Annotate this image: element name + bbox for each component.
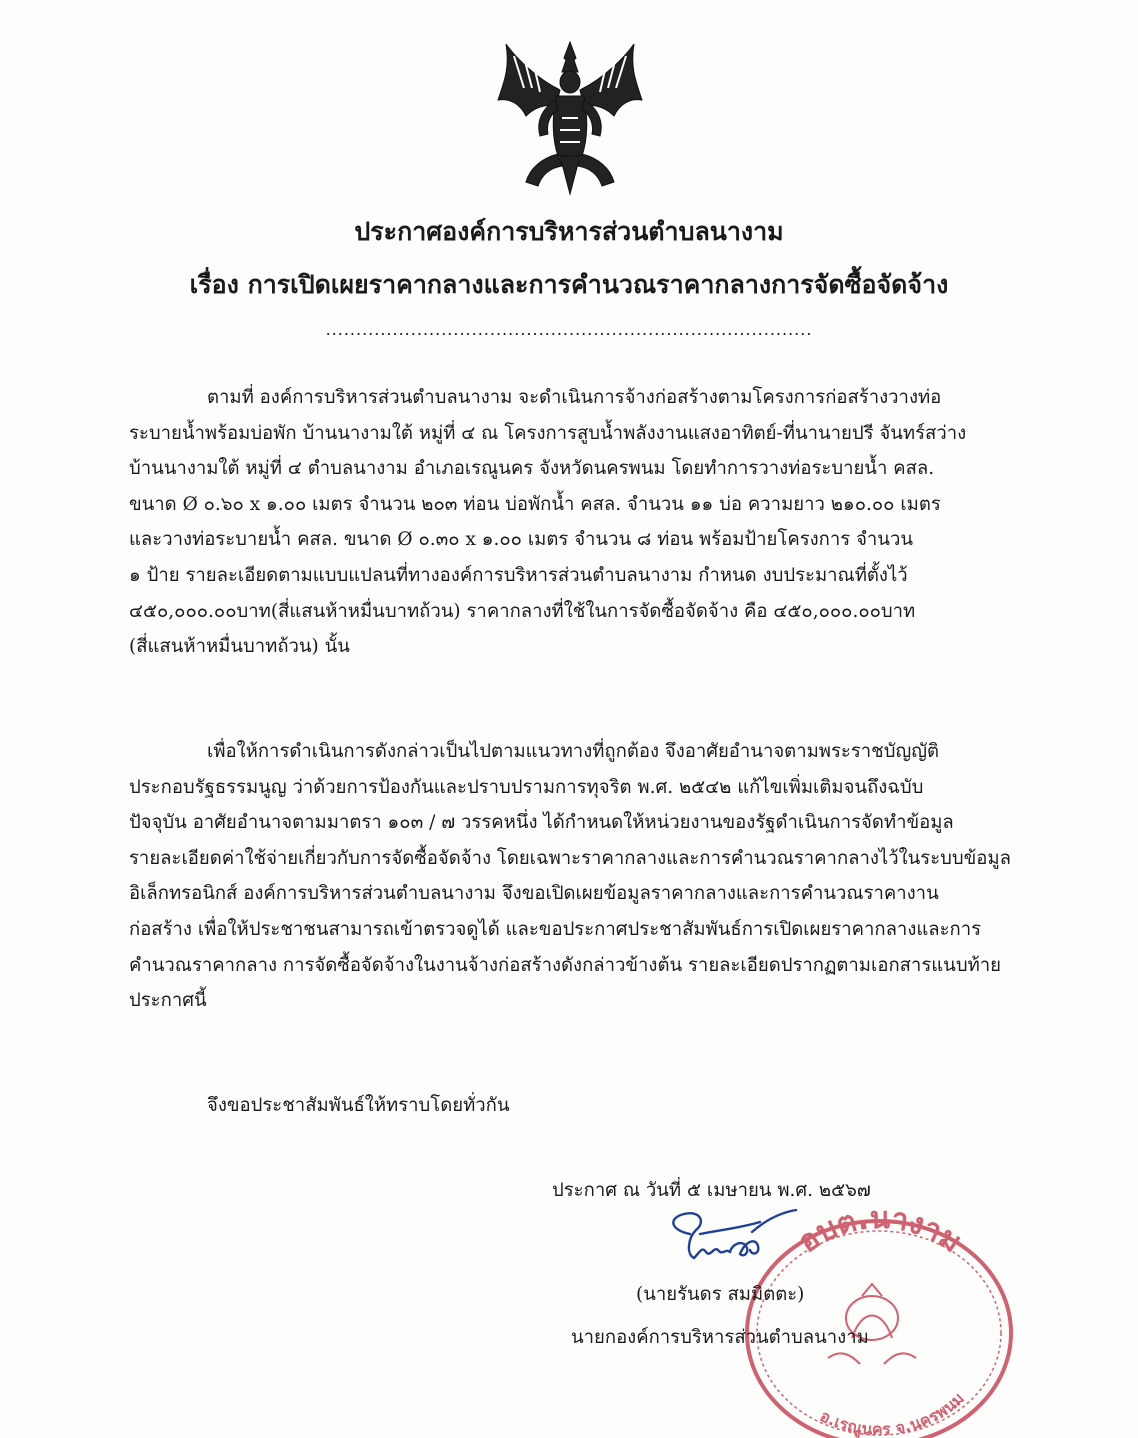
paragraph-legal-basis — [129, 734, 1029, 1019]
paragraph-line: อิเล็กทรอนิกส์ องค์การบริหารส่วนตำบลนางาม จึงขอเปิดเผยข้อมูลราคากลางและการคำนวณราคางาน — [129, 883, 939, 905]
paragraph-line: ขนาด Ø ๐.๖๐ x ๑.๐๐ เมตร จำนวน ๒๐๓ ท่อน บ่อพักน้ำ คสล. จำนวน ๑๑ บ่อ ความยาว ๒๑๐.๐๐ เมตร — [129, 493, 941, 515]
paragraph-line: ระบายน้ำพร้อมบ่อพัก บ้านนางามใต้ หมู่ที่ ๔ ณ โครงการสูบน้ำพลังงานแสงอาทิตย์-ที่นานายปรี จันทร์สว่าง — [129, 422, 967, 444]
signatory-name: (นายรันดร สมมิตตะ) — [636, 1284, 805, 1305]
garuda-emblem-icon — [496, 38, 644, 198]
paragraph-line: รายละเอียดค่าใช้จ่ายเกี่ยวกับการจัดซื้อจัดจ้าง โดยเฉพาะราคากลางและการคำนวณราคากลางไว้ในระบบข้อมูล — [129, 847, 1011, 869]
stamp-text-bottom: อ.เรณูนคร จ.นครพนม — [816, 1388, 968, 1438]
signatory-position: นายกองค์การบริหารส่วนตำบลนางาม — [571, 1327, 869, 1348]
paragraph-line: คำนวณราคากลาง การจัดซื้อจัดจ้างในงานจ้างก่อสร้างดังกล่าวข้างต้น รายละเอียดปรากฏตามเอกสารแนบท้าย — [129, 954, 1001, 976]
paragraph-line: ประกาศนี้ — [129, 990, 207, 1012]
announcement-date: ประกาศ ณ วันที่ ๕ เมษายน พ.ศ. ๒๕๖๗ — [552, 1180, 871, 1201]
paragraph-line: ปัจจุบัน อาศัยอำนาจตามมาตรา ๑๐๓ / ๗ วรรคหนึ่ง ได้กำหนดให้หน่วยงานของรัฐดำเนินการจัดทำข้อมูล — [129, 812, 954, 834]
paragraph-line: ๔๕๐,๐๐๐.๐๐บาท(สี่แสนห้าหมื่นบาทถ้วน) ราคากลางที่ใช้ในการจัดซื้อจัดจ้าง คือ ๔๕๐,๐๐๐.๐๐บาท — [129, 600, 916, 622]
paragraph-line: (สี่แสนห้าหมื่นบาทถ้วน) นั้น — [129, 636, 350, 658]
paragraph-line: บ้านนางามใต้ หมู่ที่ ๔ ตำบลนางาม อำเภอเรณูนคร จังหวัดนครพนม โดยทำการวางท่อระบายน้ำ คสล. — [129, 458, 935, 480]
stamp-text-top: อบต.นางาม — [791, 1200, 969, 1261]
paragraph-line: ก่อสร้าง เพื่อให้ประชาชนสามารถเข้าตรวจดูได้ และขอประกาศประชาสัมพันธ์การเปิดเผยราคากลางและการ — [129, 918, 982, 940]
paragraph-closing — [129, 1088, 1029, 1124]
paragraph-line: เพื่อให้การดำเนินการดังกล่าวเป็นไปตามแนวทางที่ถูกต้อง จึงอาศัยอำนาจตามพระราชบัญญัติ — [207, 741, 940, 762]
paragraph-project-details — [129, 380, 1029, 665]
paragraph-line: ตามที่ องค์การบริหารส่วนตำบลนางาม จะดำเนินการจ้างก่อสร้างตามโครงการก่อสร้างวางท่อ — [207, 387, 942, 408]
closing-line: จึงขอประชาสัมพันธ์ให้ทราบโดยทั่วกัน — [207, 1095, 510, 1116]
announcement-subject: เรื่อง การเปิดเผยราคากลางและการคำนวณราคากลางการจัดซื้อจัดจ้าง — [189, 270, 949, 299]
title-divider: ................................................................................ — [325, 320, 813, 339]
paragraph-line: และวางท่อระบายน้ำ คสล. ขนาด Ø ๐.๓๐ x ๑.๐๐ เมตร จำนวน ๘ ท่อน พร้อมป้ายโครงการ จำนวน — [129, 529, 913, 551]
announcement-title: ประกาศองค์การบริหารส่วนตำบลนางาม — [354, 217, 784, 246]
paragraph-line: ประกอบรัฐธรรมนูญ ว่าด้วยการป้องกันและปราบปรามการทุจริต พ.ศ. ๒๕๔๒ แก้ไขเพิ่มเติมจนถึงฉบับ — [129, 776, 924, 798]
paragraph-line: ๑ ป้าย รายละเอียดตามแบบแปลนที่ทางองค์การบริหารส่วนตำบลนางาม กำหนด งบประมาณที่ตั้งไว้ — [129, 564, 908, 586]
handwritten-signature-icon — [660, 1200, 800, 1280]
